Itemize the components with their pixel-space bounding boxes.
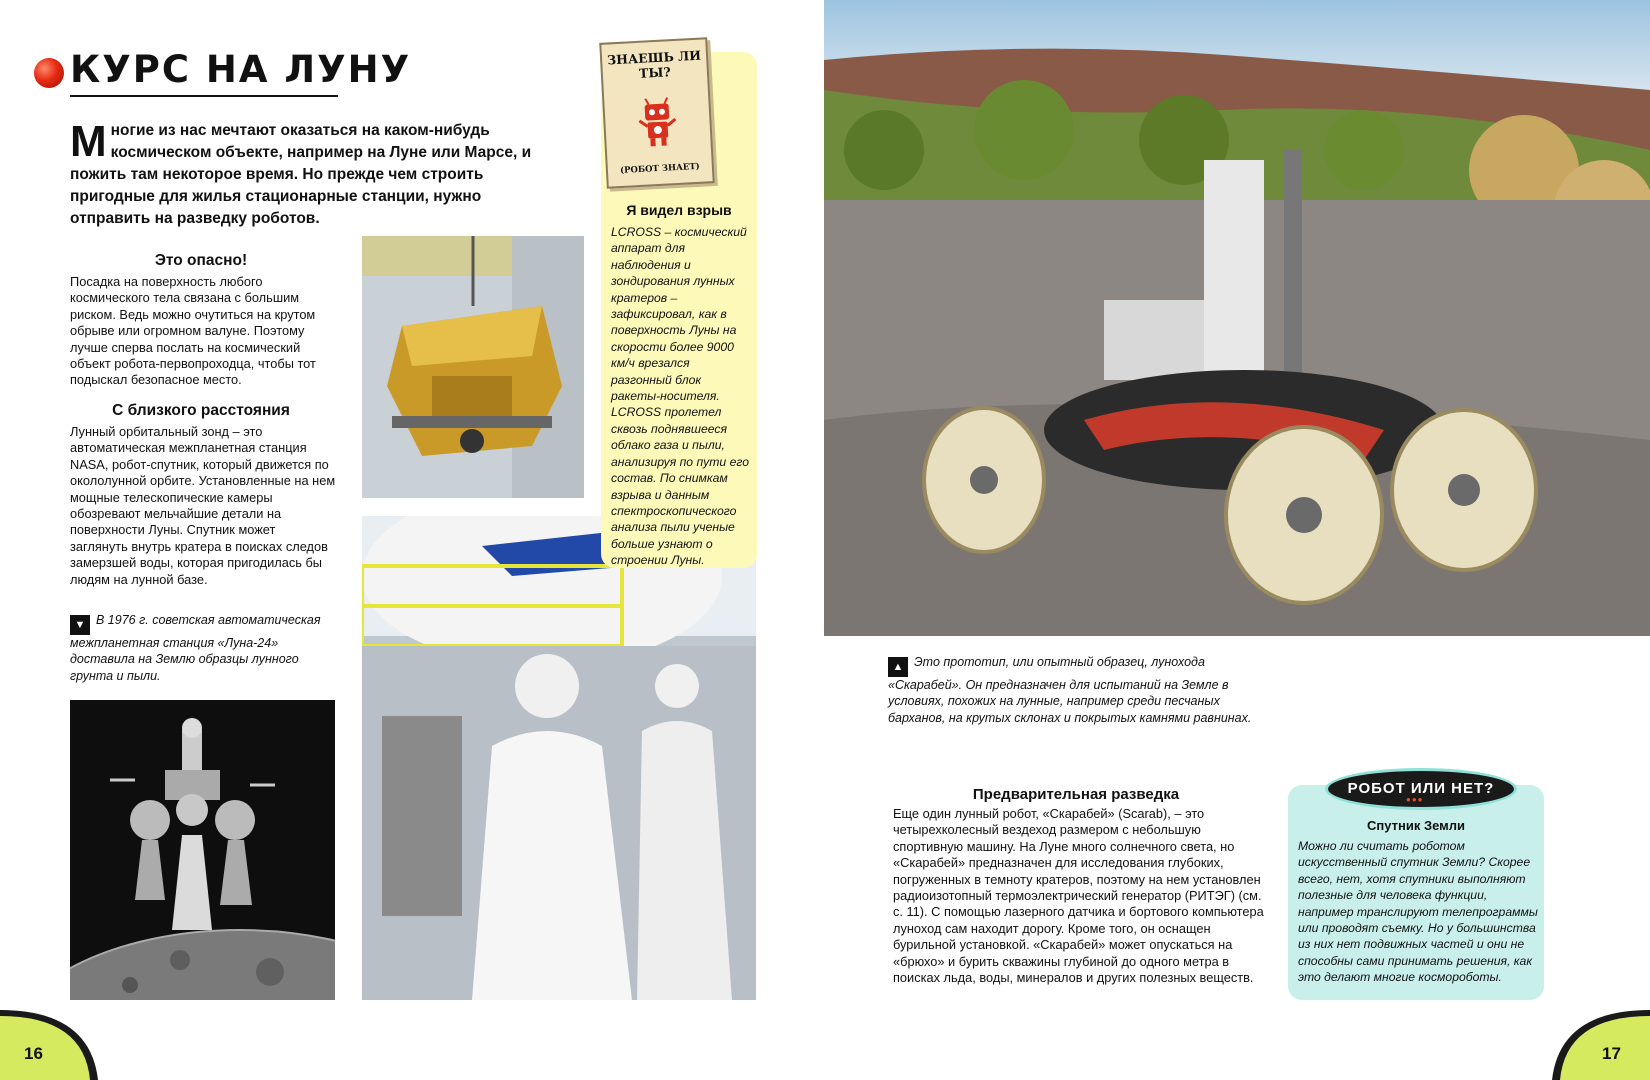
callout-heading: Спутник Земли: [1366, 818, 1466, 833]
callout-text: Можно ли считать роботом искусственный спутник Земли? Скорее всего, нет, хотя спутники выполняют полезные для человека функции, например транслируют телепрограммы или проводят съемку. Но у большинства из них нет подвижных частей и они не способны сами принимать решения, как это делают многие космороботы.: [1298, 839, 1538, 985]
closeup-text: Лунный орбитальный зонд – это автоматическая межпланетная станция NASA, робот-спутник, который движется по окололунной орбите. Установленные на нем мощные телескопические камеры обозревают мельчайшие детали на поверхности Луны. Спутник может заглянуть внутрь кратера в поисках следов замерзшей воды, которая пригодилась бы людям на лунной базе.: [70, 424, 336, 587]
title-bullet-icon: [34, 58, 64, 88]
page-title: КУРС НА ЛУНУ: [70, 48, 412, 91]
recon-text: Еще один лунный робот, «Скарабей» (Scarab), – это четырехколесный вездеход размером с небольшую спортивную машину. На Луне много солнечного света, но «Скарабей» предназначен для исследования глубоких, погруженных в темноту кратеров, поэтому на нем установлен радиоизотопный термоэлектрический генератор (РИТЭГ) (см. с. 11). С помощью лазерного датчика и бортового компьютера луноход сам находит дорогу. Кроме того, он оснащен бурильной установкой. «Скарабей» может опускаться на «брюхо» и бурить скважины глубиной до одного метра в поисках льда, воды, минералов и других полезных веществ.: [893, 806, 1264, 986]
arrow-up-icon: ▲: [888, 657, 908, 677]
luna24-photo: [70, 700, 335, 1000]
drop-cap: М: [70, 117, 107, 166]
page-number-right: 17: [1602, 1044, 1621, 1063]
badge-dots: ●●●: [1406, 795, 1424, 804]
orbiter-photo: [362, 236, 584, 498]
danger-text: Посадка на поверхность любого космического тела связана с большим риском. Ведь можно очутиться на крутом обрыве или огромном валуне. Поэтому лучше сперва послать на космический объект робота-первопроходца, чтобы тот подыскал безопасное место.: [70, 274, 316, 388]
luna24-caption: [70, 612, 336, 684]
did-you-know-notebook: [599, 37, 714, 188]
intro-paragraph: [70, 117, 540, 230]
arrow-down-icon: ▼: [70, 615, 90, 635]
notebook-footer: (РОБОТ ЗНАЕТ): [619, 161, 700, 177]
recon-heading: Предварительная разведка: [972, 786, 1180, 803]
scarab-caption-text: Это прототип, или опытный образец, лунохода «Скарабей». Он предназначен для испытаний на Земле в условиях, похожих на лунные, например среди песчаных барханов, на крутых склонах и покрытых камнями равнинах.: [888, 655, 1252, 725]
scarab-caption: [888, 654, 1262, 726]
closeup-heading: С близкого расстояния: [112, 402, 290, 419]
page-number-left: 16: [24, 1044, 43, 1063]
sidebar-heading: Я видел взрыв: [626, 202, 732, 218]
luna24-caption-text: В 1976 г. советская автоматическая межпланетная станция «Луна-24» доставила на Землю образцы лунного грунта и пыли.: [70, 613, 321, 683]
page-corner-left: [0, 1010, 100, 1080]
robot-icon: [636, 97, 679, 149]
danger-heading: Это опасно!: [154, 252, 248, 269]
sidebar-text: LCROSS – космический аппарат для наблюдения и зондирования лунных кратеров – зафиксировал, как в поверхность Луны на скорости более 9000 км/ч врезался разгонный блок ракеты-носителя. LCROSS пролетел сквозь поднявшееся облако газа и пыли, анализируя по пути его состав. По снимкам взрыва и данным спектроскопического анализа пыли ученые больше узнают о строении Луны.: [611, 225, 750, 568]
page-corner-right: [1550, 1010, 1650, 1080]
title-underline: [70, 95, 338, 97]
scarab-rover-photo: [824, 0, 1650, 636]
cleanroom-photo: [362, 516, 756, 1000]
intro-text: ногие из нас мечтают оказаться на каком-нибудь космическом объекте, например на Луне или Марсе, и пожить там некоторое время. Но прежде чем строить пригодные для жилья стационарные станции, нужно отправить на разведку роботов.: [70, 122, 532, 227]
robot-or-not-badge: РОБОТ ИЛИ НЕТ?: [1325, 768, 1517, 810]
notebook-title: ЗНАЕШЬ ЛИ ТЫ?: [606, 47, 702, 81]
